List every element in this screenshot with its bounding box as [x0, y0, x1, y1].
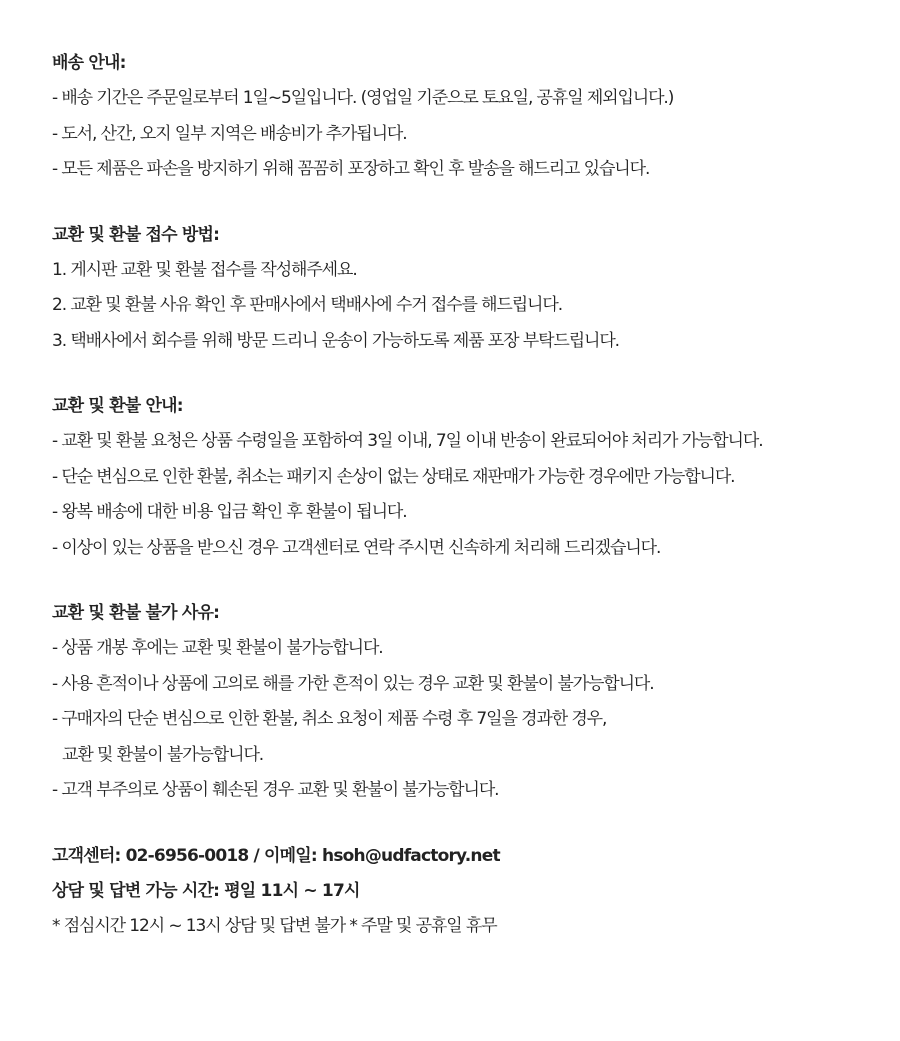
exchange-method-section	[52, 218, 900, 360]
exchange-method-step: 1. 게시판 교환 및 환불 접수를 작성해주세요.	[52, 259, 357, 280]
exchange-info-heading: 교환 및 환불 안내:	[52, 396, 183, 416]
exchange-info-section	[52, 389, 900, 566]
shipping-heading: 배송 안내:	[52, 53, 126, 73]
exchange-method-step: 2. 교환 및 환불 사유 확인 후 판매사에서 택배사에 수거 접수를 해드립니다.	[52, 295, 563, 315]
exchange-unavailable-item-continued: 교환 및 환불이 불가능합니다.	[62, 744, 264, 765]
consultation-note: * 점심시간 12시 ~ 13시 상담 및 답변 불가 * 주말 및 공휴일 휴무	[52, 915, 497, 936]
exchange-method-heading: 교환 및 환불 접수 방법:	[52, 224, 220, 245]
exchange-unavailable-item: - 구매자의 단순 변심으로 인한 환불, 취소 요청이 제품 수령 후 7일을 경과한 경우,	[52, 709, 607, 729]
exchange-info-item: - 이상이 있는 상품을 받으신 경우 고객센터로 연락 주시면 신속하게 처리해 드리겠습니다.	[52, 537, 661, 558]
exchange-unavailable-item: - 사용 흔적이나 상품에 고의로 해를 가한 흔적이 있는 경우 교환 및 환불이 불가능합니다.	[52, 673, 654, 694]
exchange-info-item: - 단순 변심으로 인한 환불, 취소는 패키지 손상이 없는 상태로 재판매가 가능한 경우에만 가능합니다.	[52, 466, 735, 487]
shipping-item: - 배송 기간은 주문일로부터 1일~5일입니다. (영업일 기준으로 토요일, 공휴일 제외입니다.)	[52, 88, 674, 108]
exchange-info-item: - 왕복 배송에 대한 비용 입금 확인 후 환불이 됩니다.	[52, 502, 407, 522]
contact-section	[52, 839, 900, 944]
exchange-unavailable-section	[52, 596, 900, 809]
customer-center-contact: 고객센터: 02-6956-0018 / 이메일: hsoh@udfactory.net	[52, 845, 500, 866]
exchange-unavailable-heading: 교환 및 환불 불가 사유:	[52, 603, 220, 623]
exchange-method-step: 3. 택배사에서 회수를 위해 방문 드리니 운송이 가능하도록 제품 포장 부탁드립니다.	[52, 330, 619, 351]
shipping-item: - 도서, 산간, 오지 일부 지역은 배송비가 추가됩니다.	[52, 123, 407, 144]
exchange-unavailable-item: - 고객 부주의로 상품이 훼손된 경우 교환 및 환불이 불가능합니다.	[52, 780, 499, 800]
exchange-unavailable-item: - 상품 개봉 후에는 교환 및 환불이 불가능합니다.	[52, 638, 383, 658]
shipping-section	[52, 46, 900, 188]
shipping-item: - 모든 제품은 파손을 방지하기 위해 꼼꼼히 포장하고 확인 후 발송을 해드리고 있습니다.	[52, 159, 650, 179]
exchange-info-item: - 교환 및 환불 요청은 상품 수령일을 포함하여 3일 이내, 7일 이내 반송이 완료되어야 처리가 가능합니다.	[52, 431, 763, 451]
consultation-hours: 상담 및 답변 가능 시간: 평일 11시 ~ 17시	[52, 880, 360, 901]
